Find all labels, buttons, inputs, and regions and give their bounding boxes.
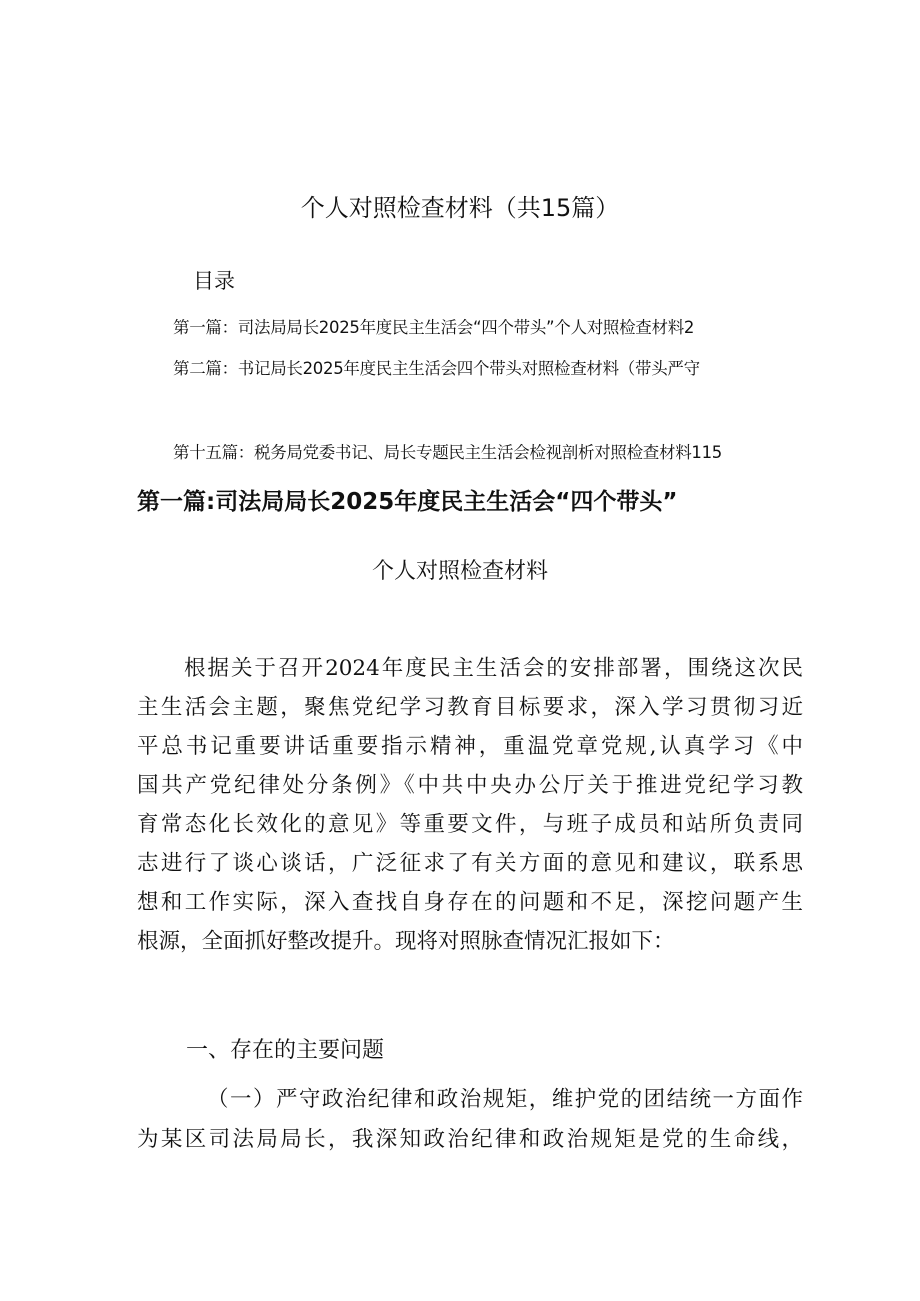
paragraph-line: 志进行了谈心谈话，广泛征求了有关方面的意见和建议，联系思	[137, 851, 803, 876]
toc-heading: 目录	[193, 269, 235, 293]
toc-item: 第二篇：书记局长2025年度民主生活会四个带头对照检查材料（带头严守	[173, 359, 700, 378]
paragraph-line: 为某区司法局局长，我深知政治纪律和政治规矩是党的生命线，	[137, 1127, 803, 1152]
paragraph-line: 根据关于召开2024年度民主生活会的安排部署，围绕这次民	[184, 656, 803, 681]
paragraph-line: 育常态化长效化的意见》等重要文件，与班子成员和站所负责同	[137, 812, 803, 837]
paragraph-line: （一）严守政治纪律和政治规矩，维护党的团结统一方面作	[207, 1087, 803, 1112]
body-paragraph	[137, 649, 803, 961]
body-paragraph	[137, 1080, 803, 1160]
paragraph-line: 国共产党纪律处分条例》《中共中央办公厅关于推进党纪学习教	[137, 773, 803, 798]
article-subtitle: 个人对照检查材料	[371, 559, 548, 584]
paragraph-line: 主生活会主题，聚焦党纪学习教育目标要求，深入学习贯彻习近	[137, 695, 803, 720]
paragraph-line: 平总书记重要讲话重要指示精神，重温党章党规,认真学习《中	[137, 734, 803, 759]
paragraph-line: 想和工作实际，深入查找自身存在的问题和不足，深挖问题产生	[137, 890, 803, 915]
section-heading: 一、存在的主要问题	[186, 1038, 385, 1063]
article-title: 第一篇:司法局局长2025年度民主生活会“四个带头”	[137, 489, 678, 515]
toc-item: 第一篇：司法局局长2025年度民主生活会“四个带头”个人对照检查材料2	[173, 318, 695, 337]
document-title: 个人对照检查材料（共15篇）	[300, 194, 620, 222]
paragraph-line: 根源，全面抓好整改提升。现将对照脉查情况汇报如下：	[137, 929, 675, 954]
toc-item: 第十五篇：税务局党委书记、局长专题民主生活会检视剖析对照检查材料115	[173, 443, 722, 462]
